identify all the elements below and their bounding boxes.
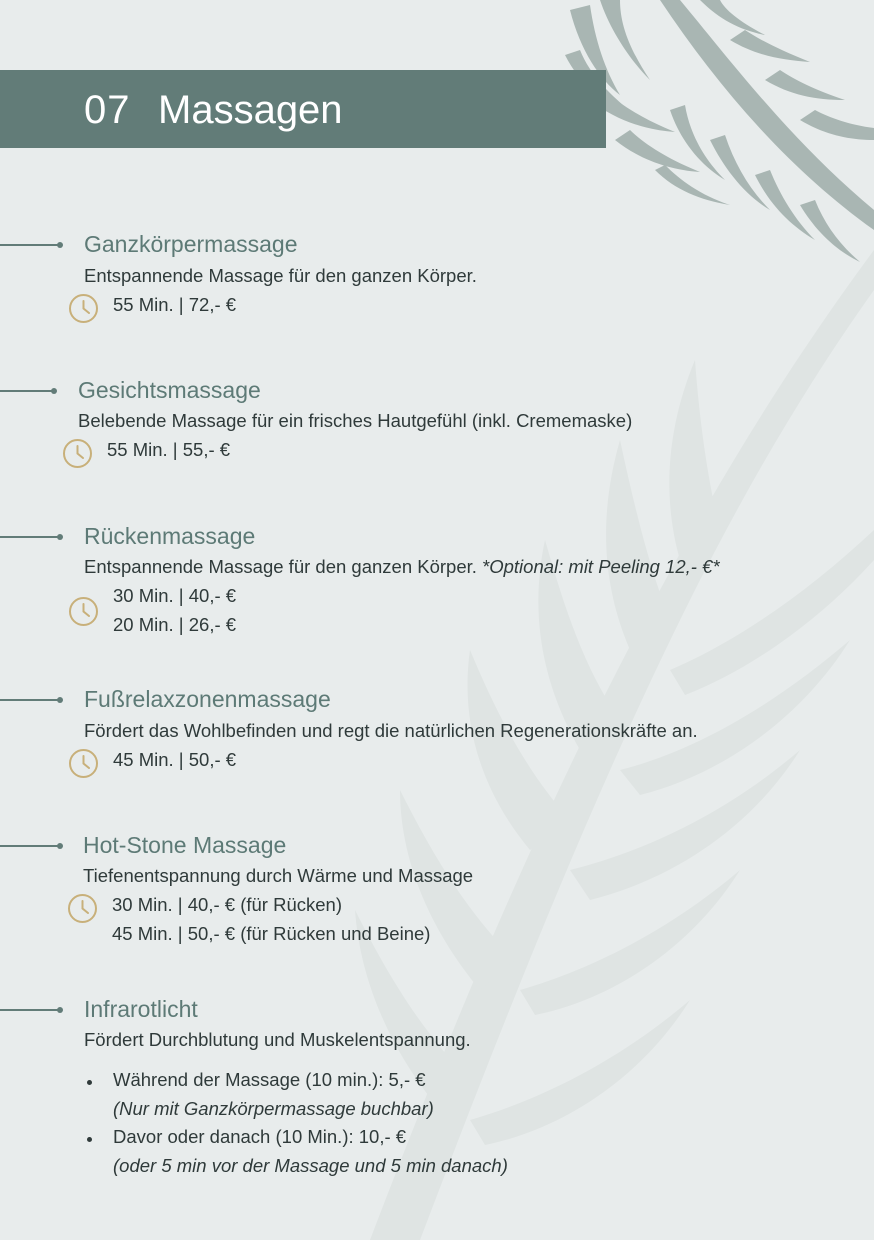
section-description: Tiefenentspannung durch Wärme und Massage (83, 865, 474, 886)
chapter-number: 07 (84, 88, 131, 132)
section-connector (0, 244, 60, 246)
section-title: Infrarotlicht (84, 996, 198, 1022)
description-text: Entspannende Massage für den ganzen Körper. (84, 556, 477, 577)
bullet-item: Während der Massage (10 min.): 5,- € (113, 1069, 426, 1090)
description-optional-note: *Optional: mit Peeling 12,- €* (482, 556, 720, 577)
section-title: Hot-Stone Massage (83, 832, 287, 858)
section-title: Gesichtsmassage (78, 377, 261, 403)
price-line: 45 Min. | 50,- € (für Rücken und Beine) (112, 923, 431, 944)
clock-icon (68, 748, 99, 779)
clock-icon (68, 596, 99, 627)
clock-icon (67, 893, 98, 924)
section-connector (0, 390, 54, 392)
section-title: Fußrelaxzonenmassage (84, 686, 331, 712)
price-line: 55 Min. | 55,- € (107, 439, 231, 460)
bullet-item: Davor oder danach (10 Min.): 10,- € (113, 1126, 407, 1147)
page-title: Massagen (158, 88, 343, 132)
section-description: Belebende Massage für ein frisches Hautgefühl (inkl. Crememaske) (78, 410, 633, 431)
section-connector (0, 1009, 60, 1011)
price-line: 20 Min. | 26,- € (113, 614, 237, 635)
price-line: 30 Min. | 40,- € (für Rücken) (112, 894, 342, 915)
section-description (84, 556, 720, 578)
clock-icon (62, 438, 93, 469)
section-description: Fördert das Wohlbefinden und regt die natürlichen Regenerationskräfte an. (84, 720, 698, 741)
section-title: Ganzkörpermassage (84, 231, 298, 257)
section-connector (0, 699, 60, 701)
section-connector (0, 845, 60, 847)
price-line: 30 Min. | 40,- € (113, 585, 237, 606)
bullet-dot (87, 1137, 92, 1142)
bullet-note: (oder 5 min vor der Massage und 5 min danach) (113, 1155, 508, 1176)
section-title: Rückenmassage (84, 523, 256, 549)
section-description: Entspannende Massage für den ganzen Körper. (84, 265, 477, 286)
bullet-note: (Nur mit Ganzkörpermassage buchbar) (113, 1098, 434, 1119)
price-line: 45 Min. | 50,- € (113, 749, 237, 770)
section-connector (0, 536, 60, 538)
bullet-dot (87, 1080, 92, 1085)
section-description: Fördert Durchblutung und Muskelentspannung. (84, 1029, 471, 1050)
price-line: 55 Min. | 72,- € (113, 294, 237, 315)
clock-icon (68, 293, 99, 324)
